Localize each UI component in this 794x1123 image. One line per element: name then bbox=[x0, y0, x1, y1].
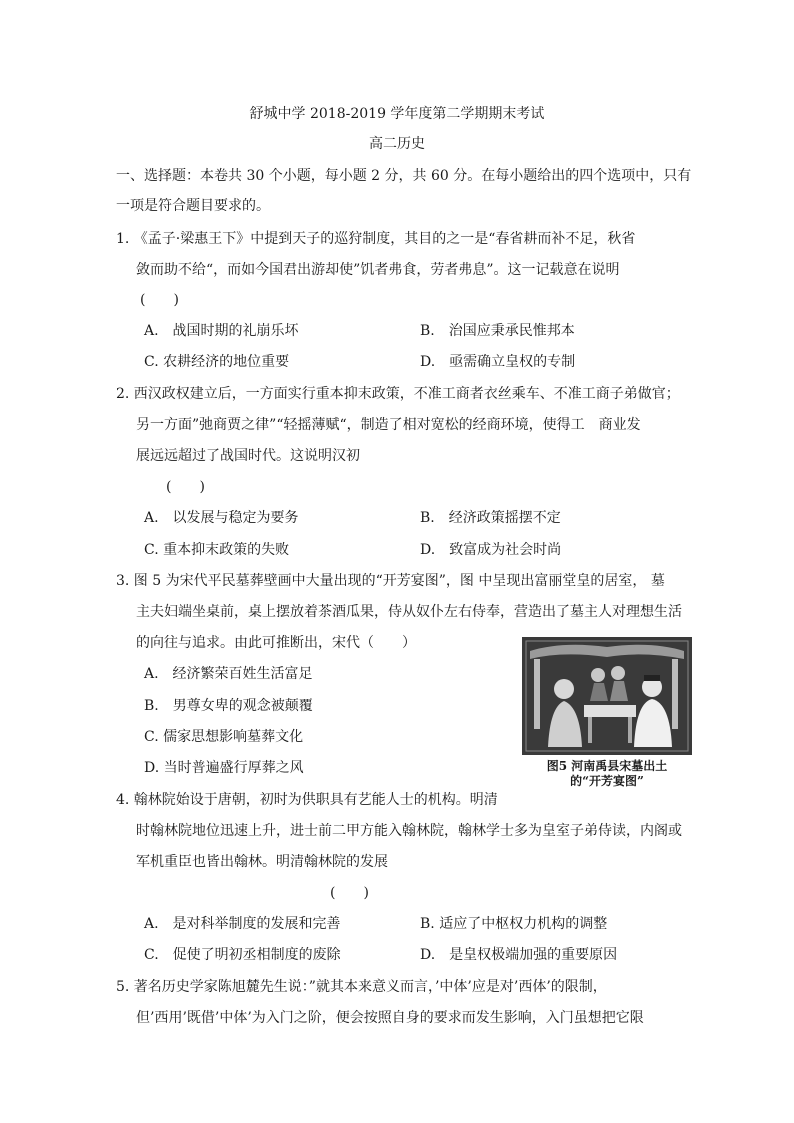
q1-option-a: A. 战国时期的礼崩乐坏 bbox=[144, 323, 299, 339]
q2-line1: 2. 西汉政权建立后，一方面实行重本抑末政策，不准工商者衣丝乘车、不准工商子弟做官； bbox=[116, 386, 680, 402]
q2-option-a: A. 以发展与稳定为要务 bbox=[144, 510, 299, 526]
q1-option-d: D. 亟需确立皇权的专制 bbox=[420, 354, 576, 370]
q4-option-c: C. 促使了明初丞相制度的废除 bbox=[144, 947, 341, 963]
banquet-mural-figure bbox=[522, 637, 692, 755]
q1-option-b: B. 治国应秉承民惟邦本 bbox=[420, 323, 575, 339]
q4-option-a: A. 是对科举制度的发展和完善 bbox=[144, 916, 341, 932]
section-instructions-line2: 一项是符合题目要求的。 bbox=[116, 198, 270, 214]
q4-line3: 军机重臣也皆出翰林。明清翰林院的发展 bbox=[136, 854, 388, 870]
exam-title: 舒城中学 2018-2019 学年度第二学期期末考试 bbox=[249, 106, 545, 122]
q1-option-c: C. 农耕经济的地位重要 bbox=[144, 354, 290, 370]
section-instructions-line1: 一、选择题：本卷共 30 个小题，每小题 2 分，共 60 分。在每小题给出的四个选项中，只有 bbox=[116, 168, 692, 184]
q4-line1: 4. 翰林院始设于唐朝，初时为供职具有艺能人士的机构。明清 bbox=[116, 792, 498, 808]
figure-caption-line1: 图5 河南禹县宋墓出土 bbox=[546, 759, 668, 773]
q2-line2: 另一方面”弛商贾之律”“轻摇薄赋“，制造了相对宽松的经商环境，使得工 商业发 bbox=[136, 417, 641, 433]
q2-answer-paren: ( ) bbox=[166, 479, 205, 495]
subject-title: 高二历史 bbox=[369, 136, 425, 152]
q1-line2: 敛而助不给“，而如今国君出游却使”饥者弗食，劳者弗息”。这一记载意在说明 bbox=[136, 262, 620, 278]
q2-option-b: B. 经济政策摇摆不定 bbox=[420, 510, 561, 526]
q2-option-d: D. 致富成为社会时尚 bbox=[420, 542, 562, 558]
q3-line2: 主夫妇端坐桌前，桌上摆放着茶酒瓜果，侍从奴仆左右侍奉，营造出了墓主人对理想生活 bbox=[136, 604, 682, 620]
q3-option-b: B. 男尊女卑的观念被颠覆 bbox=[144, 698, 313, 714]
q3-option-c: C. 儒家思想影响墓葬文化 bbox=[144, 729, 304, 745]
q1-answer-paren: ( ) bbox=[140, 292, 179, 308]
q3-option-a: A. 经济繁荣百姓生活富足 bbox=[144, 666, 313, 682]
q4-option-b: B. 适应了中枢权力机构的调整 bbox=[420, 916, 608, 932]
q4-answer-paren: ( ) bbox=[330, 885, 369, 901]
q2-line3: 展远远超过了战国时代。这说明汉初 bbox=[136, 448, 360, 464]
mural-image bbox=[522, 637, 692, 755]
q1-line1: 1. 《孟子·梁惠王下》中提到天子的巡狩制度，其目的之一是“春省耕而补不足，秋省 bbox=[116, 231, 636, 247]
q4-option-d: D. 是皇权极端加强的重要原因 bbox=[420, 947, 618, 963]
q3-line1: 3. 图 5 为宋代平民墓葬壁画中大量出现的“开芳宴图”，图 中呈现出富丽堂皇的居室， 墓 bbox=[116, 573, 665, 589]
q4-line2: 时翰林院地位迅速上升，进士前二甲方能入翰林院，翰林学士多为皇室子弟侍读，内阁或 bbox=[136, 823, 682, 839]
q5-line1: 5. 著名历史学家陈旭麓先生说：”就其本来意义而言，’中体’应是对’西体’的限制， bbox=[116, 979, 607, 995]
q3-line3: 的向往与追求。由此可推断出，宋代（ ） bbox=[136, 635, 416, 651]
q5-line2: 但’西用’既借’中体’为入门之阶，便会按照自身的要求而发生影响，入门虽想把它限 bbox=[136, 1010, 644, 1026]
q3-option-d: D. 当时普遍盛行厚葬之风 bbox=[144, 760, 304, 776]
q2-option-c: C. 重本抑末政策的失败 bbox=[144, 542, 290, 558]
figure-caption-line2: 的“开芳宴图” bbox=[570, 774, 644, 788]
